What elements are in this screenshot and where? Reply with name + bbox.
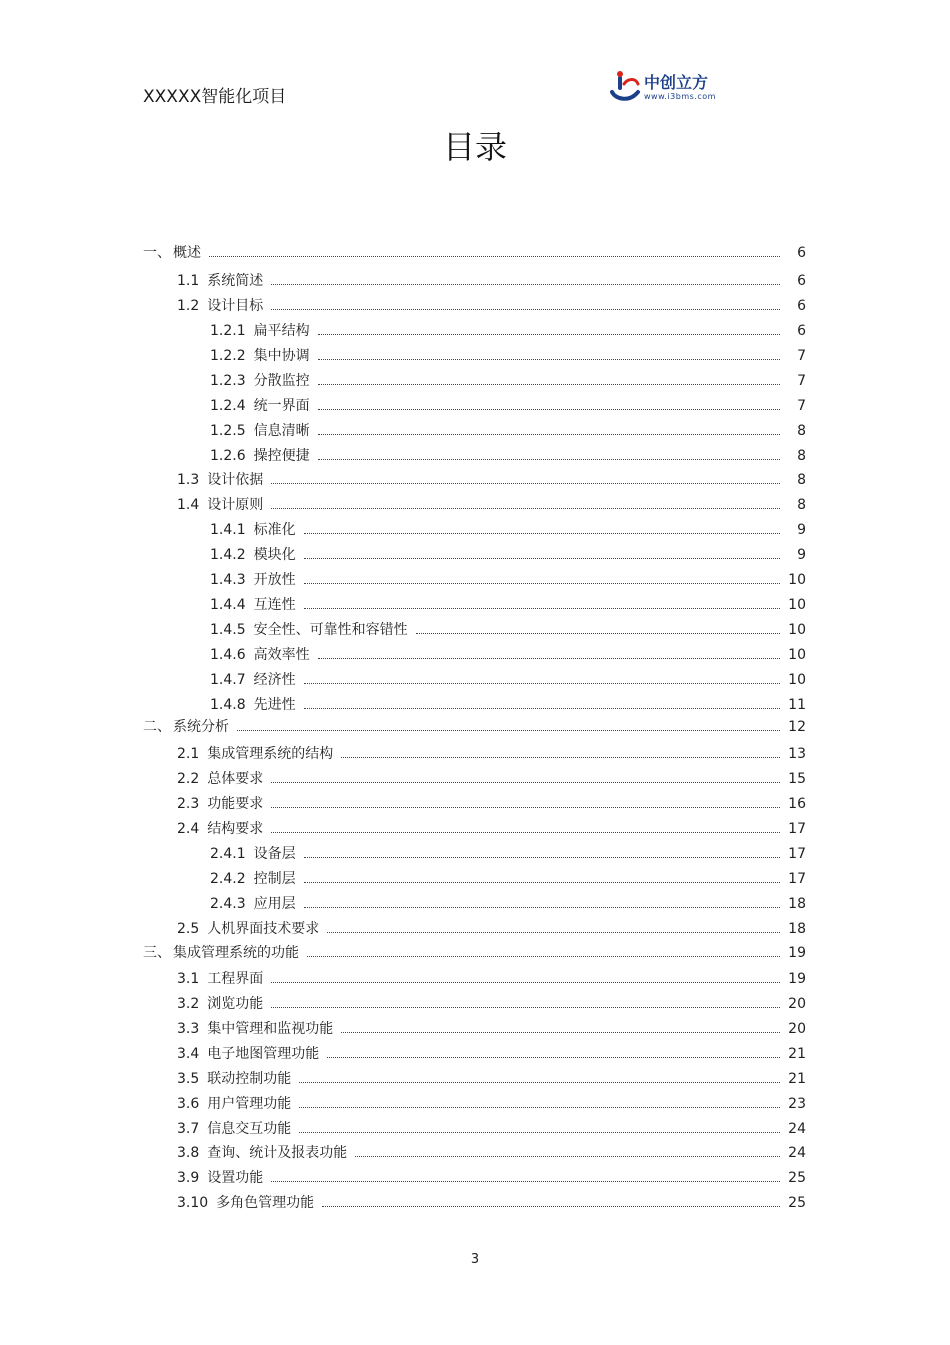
toc-entry-page: 8 bbox=[797, 472, 806, 488]
toc-dot-leader bbox=[341, 756, 780, 758]
toc-entry-page: 9 bbox=[797, 547, 806, 563]
toc-entry-title: 经济性 bbox=[253, 672, 296, 688]
toc-entry-title: 总体要求 bbox=[207, 771, 264, 787]
toc-entry-number: 2.5 bbox=[177, 921, 200, 937]
toc-entry-title: 查询、统计及报表功能 bbox=[207, 1145, 348, 1161]
toc-dot-leader bbox=[318, 657, 780, 659]
toc-dot-leader bbox=[304, 881, 780, 883]
toc-entry[interactable] bbox=[177, 1119, 806, 1139]
toc-entry-title: 操控便捷 bbox=[253, 448, 310, 464]
toc-entry-number: 一、 bbox=[143, 245, 171, 261]
toc-entry-page: 6 bbox=[797, 273, 806, 289]
toc-entry-title: 设置功能 bbox=[207, 1170, 264, 1186]
toc-entry-page: 10 bbox=[788, 622, 806, 638]
toc-dot-leader bbox=[304, 906, 780, 908]
toc-entry-page: 11 bbox=[788, 697, 806, 713]
toc-entry[interactable] bbox=[210, 446, 806, 466]
toc-entry-page: 18 bbox=[788, 921, 806, 937]
page-number: 3 bbox=[470, 1252, 480, 1267]
toc-entry-number: 2.1 bbox=[177, 746, 200, 762]
toc-dot-leader bbox=[416, 632, 780, 634]
toc-entry[interactable] bbox=[177, 296, 806, 316]
toc-entry[interactable] bbox=[210, 595, 806, 615]
toc-entry-page: 7 bbox=[797, 348, 806, 364]
toc-entry-number: 1.3 bbox=[177, 472, 200, 488]
toc-entry-number: 1.2.2 bbox=[210, 348, 246, 364]
toc-entry-page: 19 bbox=[788, 971, 806, 987]
toc-dot-leader bbox=[318, 333, 780, 335]
toc-dot-leader bbox=[271, 831, 780, 833]
toc-entry-page: 10 bbox=[788, 672, 806, 688]
toc-entry-page: 20 bbox=[788, 1021, 806, 1037]
toc-entry-number: 3.5 bbox=[177, 1071, 200, 1087]
toc-entry-page: 8 bbox=[797, 497, 806, 513]
toc-entry-page: 10 bbox=[788, 597, 806, 613]
toc-dot-leader bbox=[304, 582, 780, 584]
toc-entry-number: 3.4 bbox=[177, 1046, 200, 1062]
toc-entry-number: 1.4 bbox=[177, 497, 200, 513]
toc-entry[interactable] bbox=[177, 969, 806, 989]
toc-dot-leader bbox=[304, 532, 780, 534]
toc-entry[interactable] bbox=[210, 869, 806, 889]
toc-dot-leader bbox=[327, 1056, 780, 1058]
toc-dot-leader bbox=[355, 1155, 780, 1157]
toc-entry-number: 1.4.2 bbox=[210, 547, 246, 563]
toc-dot-leader bbox=[318, 408, 780, 410]
toc-dot-leader bbox=[271, 806, 780, 808]
company-logo bbox=[608, 70, 728, 106]
toc-entry-title: 结构要求 bbox=[207, 821, 264, 837]
toc-entry-page: 13 bbox=[788, 746, 806, 762]
toc-entry-title: 联动控制功能 bbox=[207, 1071, 292, 1087]
toc-dot-leader bbox=[304, 607, 780, 609]
toc-entry[interactable] bbox=[210, 321, 806, 341]
toc-entry-title: 概述 bbox=[173, 245, 201, 261]
toc-entry-title: 信息清晰 bbox=[253, 423, 310, 439]
toc-dot-leader bbox=[237, 729, 780, 731]
toc-entry-title: 模块化 bbox=[253, 547, 296, 563]
toc-entry-number: 3.9 bbox=[177, 1170, 200, 1186]
toc-entry-page: 21 bbox=[788, 1071, 806, 1087]
toc-dot-leader bbox=[327, 931, 780, 933]
toc-entry[interactable] bbox=[210, 570, 806, 590]
toc-entry-title: 工程界面 bbox=[207, 971, 264, 987]
toc-entry[interactable] bbox=[177, 1069, 806, 1089]
toc-entry-title: 集中协调 bbox=[253, 348, 310, 364]
toc-entry[interactable] bbox=[210, 844, 806, 864]
toc-entry-number: 1.4.4 bbox=[210, 597, 246, 613]
toc-entry-page: 12 bbox=[788, 719, 806, 735]
toc-entry-number: 3.2 bbox=[177, 996, 200, 1012]
toc-entry-number: 2.2 bbox=[177, 771, 200, 787]
toc-dot-leader bbox=[271, 507, 780, 509]
toc-entry-title: 用户管理功能 bbox=[207, 1096, 292, 1112]
toc-entry-page: 6 bbox=[797, 323, 806, 339]
toc-entry-number: 2.4.1 bbox=[210, 846, 246, 862]
toc-entry[interactable] bbox=[177, 1168, 806, 1188]
toc-entry[interactable] bbox=[177, 994, 806, 1014]
toc-entry-title: 浏览功能 bbox=[207, 996, 264, 1012]
toc-entry-title: 设计原则 bbox=[207, 497, 264, 513]
toc-entry-page: 6 bbox=[797, 245, 806, 261]
toc-entry-number: 1.2.4 bbox=[210, 398, 246, 414]
toc-entry-title: 信息交互功能 bbox=[207, 1121, 292, 1137]
toc-entry-page: 10 bbox=[788, 647, 806, 663]
toc-entry-number: 3.6 bbox=[177, 1096, 200, 1112]
toc-entry-number: 1.2 bbox=[177, 298, 200, 314]
toc-entry-number: 1.2.3 bbox=[210, 373, 246, 389]
toc-entry-number: 二、 bbox=[143, 719, 171, 735]
toc-entry-title: 集成管理系统的功能 bbox=[173, 945, 299, 961]
toc-entry-number: 1.4.8 bbox=[210, 697, 246, 713]
toc-dot-leader bbox=[271, 1180, 780, 1182]
toc-entry-number: 1.4.6 bbox=[210, 647, 246, 663]
toc-entry-title: 先进性 bbox=[253, 697, 296, 713]
toc-entry-title: 互连性 bbox=[253, 597, 296, 613]
toc-dot-leader bbox=[271, 308, 780, 310]
toc-entry[interactable] bbox=[177, 495, 806, 515]
logo-name: 中创立方 bbox=[644, 73, 709, 92]
toc-entry-title: 标准化 bbox=[253, 522, 296, 538]
toc-dot-leader bbox=[299, 1106, 780, 1108]
toc-entry-title: 分散监控 bbox=[253, 373, 310, 389]
toc-entry-page: 10 bbox=[788, 572, 806, 588]
toc-dot-leader bbox=[271, 283, 780, 285]
toc-entry[interactable] bbox=[177, 794, 806, 814]
toc-dot-leader bbox=[299, 1081, 780, 1083]
toc-entry-title: 功能要求 bbox=[207, 796, 264, 812]
toc-entry-number: 2.4 bbox=[177, 821, 200, 837]
toc-entry[interactable] bbox=[177, 819, 806, 839]
toc-dot-leader bbox=[271, 1006, 780, 1008]
toc-dot-leader bbox=[318, 383, 780, 385]
toc-entry-title: 安全性、可靠性和容错性 bbox=[253, 622, 408, 638]
toc-entry[interactable] bbox=[177, 1019, 806, 1039]
toc-entry-number: 1.4.1 bbox=[210, 522, 246, 538]
toc-entry[interactable] bbox=[210, 396, 806, 416]
toc-entry-number: 3.8 bbox=[177, 1145, 200, 1161]
toc-entry-number: 1.4.3 bbox=[210, 572, 246, 588]
toc-dot-leader bbox=[271, 981, 780, 983]
toc-entry-title: 设备层 bbox=[253, 846, 296, 862]
toc-entry[interactable] bbox=[210, 371, 806, 391]
toc-entry-page: 24 bbox=[788, 1145, 806, 1161]
toc-dot-leader bbox=[271, 781, 780, 783]
toc-dot-leader bbox=[318, 358, 780, 360]
toc-entry[interactable] bbox=[143, 243, 806, 263]
toc-entry[interactable] bbox=[177, 769, 806, 789]
toc-entry-title: 系统简述 bbox=[207, 273, 264, 289]
toc-entry[interactable] bbox=[177, 744, 806, 764]
toc-entry-page: 24 bbox=[788, 1121, 806, 1137]
toc-entry-title: 设计依据 bbox=[207, 472, 264, 488]
toc-entry-number: 3.3 bbox=[177, 1021, 200, 1037]
toc-entry-page: 16 bbox=[788, 796, 806, 812]
toc-entry[interactable] bbox=[210, 421, 806, 441]
toc-dot-leader bbox=[209, 255, 780, 257]
toc-entry-number: 2.4.2 bbox=[210, 871, 246, 887]
toc-entry-title: 集中管理和监视功能 bbox=[207, 1021, 334, 1037]
swirl-logo-icon bbox=[608, 70, 642, 104]
toc-entry[interactable] bbox=[210, 695, 806, 715]
toc-entry[interactable] bbox=[210, 645, 806, 665]
toc-dot-leader bbox=[271, 482, 780, 484]
toc-entry[interactable] bbox=[177, 1094, 806, 1114]
logo-url: www.i3bms.com bbox=[644, 92, 716, 101]
toc-entry-number: 1.2.6 bbox=[210, 448, 246, 464]
toc-entry-page: 7 bbox=[797, 373, 806, 389]
project-title: XXXXX智能化项目 bbox=[143, 87, 287, 107]
toc-entry-page: 21 bbox=[788, 1046, 806, 1062]
toc-entry[interactable] bbox=[210, 520, 806, 540]
page-title: 目录 bbox=[442, 128, 507, 166]
toc-dot-leader bbox=[341, 1031, 780, 1033]
toc-entry-title: 控制层 bbox=[253, 871, 296, 887]
toc-entry-page: 6 bbox=[797, 298, 806, 314]
toc-entry[interactable] bbox=[177, 271, 806, 291]
toc-dot-leader bbox=[304, 682, 780, 684]
toc-entry-page: 17 bbox=[788, 846, 806, 862]
toc-entry-page: 8 bbox=[797, 423, 806, 439]
toc-entry-title: 人机界面技术要求 bbox=[207, 921, 320, 937]
toc-entry-number: 1.1 bbox=[177, 273, 200, 289]
toc-entry-title: 应用层 bbox=[253, 896, 296, 912]
toc-dot-leader bbox=[318, 458, 780, 460]
toc-entry[interactable] bbox=[143, 717, 806, 737]
toc-entry-page: 17 bbox=[788, 871, 806, 887]
toc-entry-page: 9 bbox=[797, 522, 806, 538]
toc-entry[interactable] bbox=[210, 346, 806, 366]
toc-entry[interactable] bbox=[177, 1044, 806, 1064]
toc-entry-page: 23 bbox=[788, 1096, 806, 1112]
toc-entry[interactable] bbox=[177, 1193, 806, 1213]
toc-dot-leader bbox=[299, 1131, 780, 1133]
toc-entry-number: 3.7 bbox=[177, 1121, 200, 1137]
toc-entry[interactable] bbox=[177, 919, 806, 939]
toc-entry-title: 统一界面 bbox=[253, 398, 310, 414]
toc-entry-page: 8 bbox=[797, 448, 806, 464]
toc-entry-page: 15 bbox=[788, 771, 806, 787]
toc-entry[interactable] bbox=[210, 670, 806, 690]
toc-entry-number: 3.1 bbox=[177, 971, 200, 987]
toc-entry[interactable] bbox=[143, 943, 806, 963]
toc-entry-page: 17 bbox=[788, 821, 806, 837]
toc-dot-leader bbox=[304, 557, 780, 559]
toc-entry-page: 25 bbox=[788, 1195, 806, 1211]
toc-entry-page: 18 bbox=[788, 896, 806, 912]
toc-entry-title: 系统分析 bbox=[173, 719, 229, 735]
toc-entry-title: 设计目标 bbox=[207, 298, 264, 314]
toc-entry-number: 1.2.5 bbox=[210, 423, 246, 439]
toc-entry-page: 7 bbox=[797, 398, 806, 414]
toc-entry-title: 集成管理系统的结构 bbox=[207, 746, 334, 762]
toc-entry-title: 多角色管理功能 bbox=[216, 1195, 315, 1211]
toc-entry-page: 25 bbox=[788, 1170, 806, 1186]
toc-dot-leader bbox=[318, 433, 780, 435]
toc-entry-title: 高效率性 bbox=[253, 647, 310, 663]
toc-entry-title: 开放性 bbox=[253, 572, 296, 588]
toc-entry-title: 扁平结构 bbox=[253, 323, 310, 339]
toc-entry[interactable] bbox=[210, 620, 806, 640]
toc-entry[interactable] bbox=[210, 894, 806, 914]
toc-entry-number: 2.3 bbox=[177, 796, 200, 812]
toc-entry-number: 1.4.5 bbox=[210, 622, 246, 638]
toc-entry-page: 20 bbox=[788, 996, 806, 1012]
toc-entry[interactable] bbox=[210, 545, 806, 565]
toc-entry-number: 1.4.7 bbox=[210, 672, 246, 688]
toc-entry-number: 3.10 bbox=[177, 1195, 209, 1211]
toc-entry-title: 电子地图管理功能 bbox=[207, 1046, 320, 1062]
toc-entry-page: 19 bbox=[788, 945, 806, 961]
toc-entry-number: 2.4.3 bbox=[210, 896, 246, 912]
toc-entry[interactable] bbox=[177, 1143, 806, 1163]
toc-dot-leader bbox=[322, 1205, 780, 1207]
toc-dot-leader bbox=[304, 707, 780, 709]
toc-entry[interactable] bbox=[177, 470, 806, 490]
toc-entry-number: 三、 bbox=[143, 945, 171, 961]
toc-dot-leader bbox=[304, 856, 780, 858]
toc-entry-number: 1.2.1 bbox=[210, 323, 246, 339]
toc-dot-leader bbox=[307, 955, 780, 957]
